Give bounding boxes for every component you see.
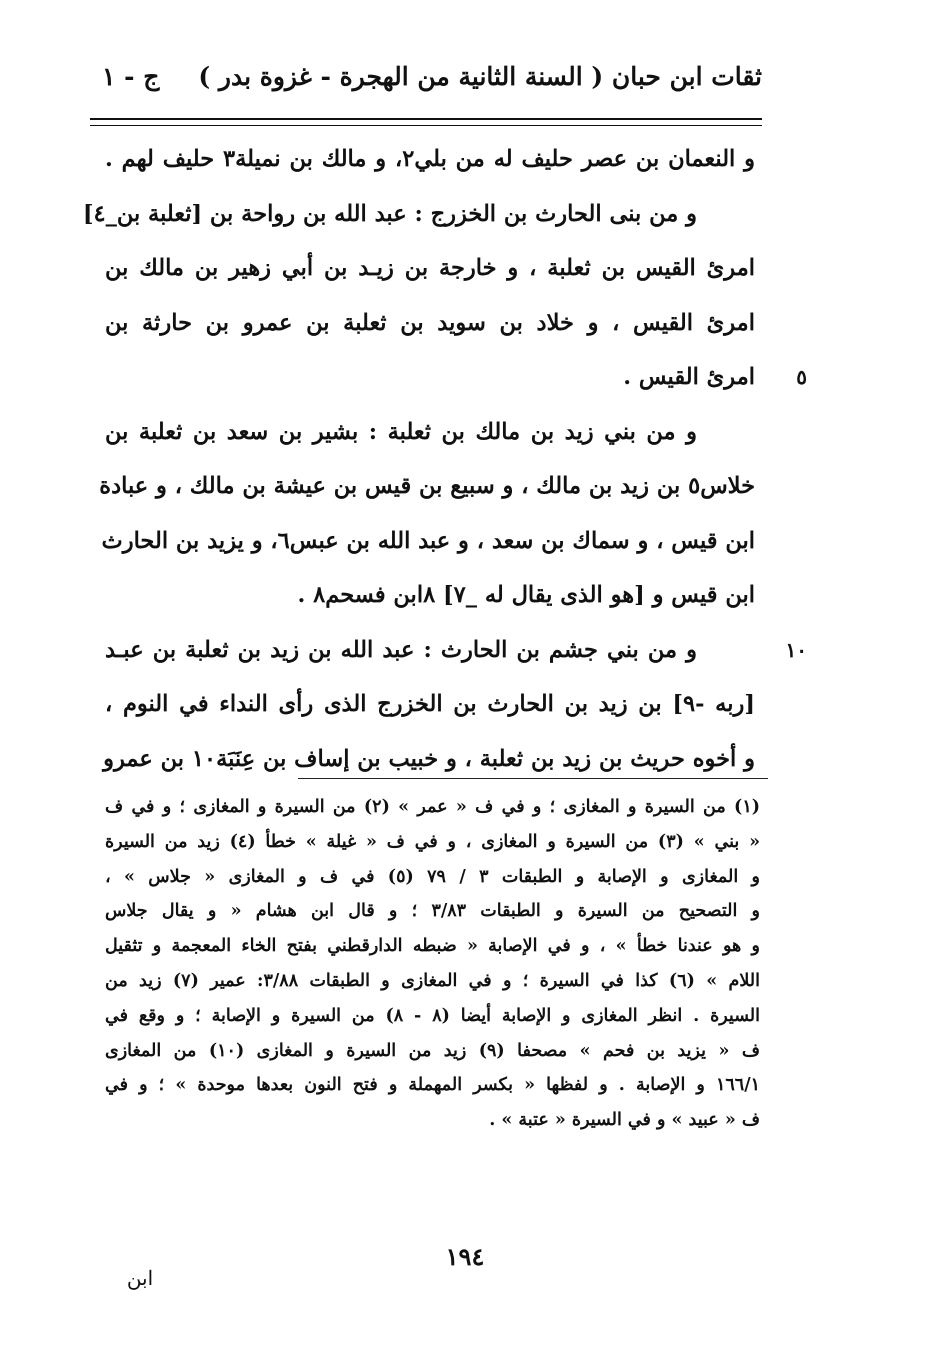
- running-title: ثقات ابن حبان ( السنة الثانية من الهجرة - غزوة بدر ): [198, 62, 762, 91]
- footnote-line: ف « يزيد بن فحم » مصحفا (٩) زيد من السيرة و المغازى (١٠) من المغازى: [105, 1040, 760, 1061]
- text-line-content: و النعمان بن عصر حليف له من بلي٢، و مالك بن نميلة٣ حليف لهم .: [105, 146, 755, 172]
- line-number: ٥: [796, 365, 807, 389]
- text-line-content: و من بني جشم بن الحارث : عبد الله بن زيد بن ثعلبة بن عبـد: [105, 636, 697, 663]
- header-rule: [90, 118, 762, 120]
- text-line: [105, 623, 807, 678]
- text-line-content: ابن قيس و [هو الذى يقال له _٧] ٨ابن فسحم٨ .: [297, 582, 755, 608]
- header-rule-thin: [90, 125, 762, 126]
- page-number: ١٩٤: [445, 1242, 485, 1271]
- catchword: ابن: [126, 1266, 154, 1290]
- footnote-separator: [298, 778, 768, 779]
- footnote-line: السيرة . انظر المغازى و الإصابة أيضا (٨ - ٨) من السيرة و الإصابة ؛ و وقع في: [105, 1005, 761, 1026]
- text-line: [105, 568, 755, 623]
- text-line-content: امرئ القيس ، و خلاد بن سويد بن ثعلبة بن عمرو بن حارثة بن: [105, 309, 755, 336]
- text-line: [82, 187, 755, 242]
- footnote-line: و هو عندنا خطأ » ، و في الإصابة « ضبطه الدارقطني بفتح الخاء المعجمة و تثقيل: [105, 936, 760, 957]
- footnote-line: (١) من السيرة و المغازى ؛ و في ف « عمر » (٢) من السيرة و المغازى ؛ و في ف: [105, 797, 760, 817]
- footnote-line: و المغازى و الإصابة و الطبقات ٣ / ٧٩ (٥) في ف و المغازى « جلاس » ،: [105, 866, 761, 887]
- text-line-content: خلاس٥ بن زيد بن مالك ، و سبيع بن قيس بن عيشة بن مالك ، و عبادة: [99, 473, 755, 499]
- text-line-content: [ربه -٩] بن زيد بن الحارث بن الخزرج الذى رأى النداء في النوم ،: [105, 691, 755, 717]
- footnote-line: ف « عبيد » و في السيرة « عتبة » .: [489, 1110, 760, 1131]
- main-text: [82, 132, 807, 786]
- text-line-content: و من بني زيد بن مالك بن ثعلبة : بشير بن سعد بن ثعلبة بن: [105, 418, 697, 445]
- text-line-content: ابن قيس ، و سماك بن سعد ، و عبد الله بن عبس٦، و يزيد بن الحارث: [101, 527, 755, 554]
- text-line: [99, 459, 755, 514]
- text-line: [101, 514, 755, 569]
- text-line: [105, 405, 755, 460]
- footnotes: [105, 790, 760, 1138]
- text-line-content: و أخوه حريث بن زيد بن ثعلبة ، و خبيب بن إساف بن عِنَبَة١٠ بن عمرو: [103, 745, 755, 772]
- text-line: [105, 132, 755, 187]
- footnote-line: ١٦٦/١ و الإصابة . و لفظها « بكسر المهملة و فتح النون بعدها موحدة » ؛ و في: [105, 1075, 760, 1096]
- footnote-line: « بني » (٣) من السيرة و المغازى ، و في ف « غيلة » خطأ (٤) زيد من السيرة: [105, 831, 761, 852]
- page-header: [90, 60, 762, 116]
- footnote-line: و التصحيح من السيرة و الطبقات ٣/٨٣ ؛ و قال ابن هشام « و يقال جلاس: [105, 901, 760, 922]
- text-line: [105, 350, 807, 405]
- text-line-content: امرئ القيس .: [623, 364, 755, 390]
- footnote-line: اللام » (٦) كذا في السيرة ؛ و في المغازى و الطبقات ٣/٨٨: عمير (٧) زيد من: [105, 970, 761, 991]
- text-line-content: امرئ القيس بن ثعلبة ، و خارجة بن زيـد بن أبي زهير بن مالك بن: [105, 255, 755, 281]
- text-line: [105, 241, 755, 296]
- text-line: [105, 677, 755, 732]
- volume-label: ج - ١: [102, 62, 160, 91]
- text-line: [105, 296, 755, 351]
- text-line-content: و من بنى الحارث بن الخزرج : عبد الله بن رواحة بن [ثعلبة بن_٤]: [82, 200, 697, 227]
- line-number: ١٠: [785, 637, 807, 662]
